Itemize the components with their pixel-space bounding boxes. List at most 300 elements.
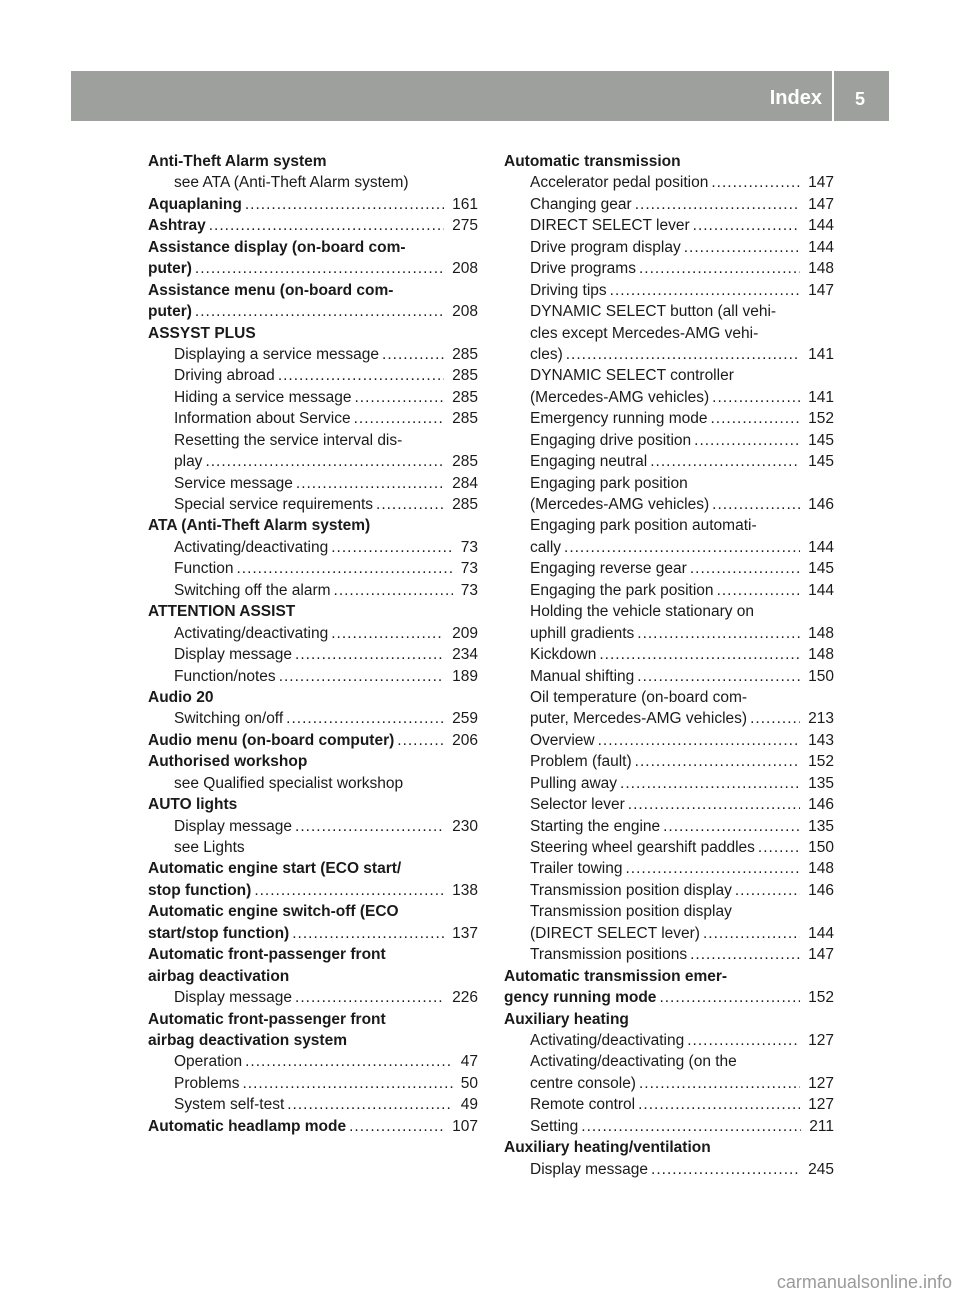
entry-text: Activating/deactivating bbox=[174, 538, 329, 556]
leader-dots bbox=[233, 558, 452, 579]
leader-dots bbox=[684, 1030, 800, 1051]
index-entry bbox=[148, 515, 478, 536]
index-subentry bbox=[148, 387, 478, 408]
entry-text: Switching on/off bbox=[174, 710, 284, 728]
index-subentry bbox=[504, 623, 834, 644]
index-subentry bbox=[504, 1094, 834, 1115]
page-reference: 143 bbox=[808, 731, 834, 749]
entry-text: Audio 20 bbox=[148, 688, 214, 706]
index-subentry bbox=[148, 537, 478, 558]
entry-text: DYNAMIC SELECT controller bbox=[530, 367, 734, 385]
entry-text: Assistance display (on-board com- bbox=[148, 238, 406, 256]
index-subentry bbox=[504, 773, 834, 794]
entry-text: Switching off the alarm bbox=[174, 581, 331, 599]
index-subentry bbox=[504, 1051, 834, 1072]
index-subentry bbox=[148, 344, 478, 365]
index-subentry bbox=[504, 537, 834, 558]
index-entry bbox=[148, 601, 478, 622]
leader-dots bbox=[709, 494, 800, 515]
page-reference: 127 bbox=[808, 1074, 834, 1092]
entry-text: Holding the vehicle stationary on bbox=[530, 603, 755, 621]
entry-text: Automatic engine switch-off (ECO bbox=[148, 903, 399, 921]
watermark: carmanualsonline.info bbox=[776, 1272, 952, 1292]
entry-text: Function bbox=[174, 560, 234, 578]
leader-dots bbox=[242, 1051, 453, 1072]
entry-text: Steering wheel gearshift paddles bbox=[530, 839, 755, 856]
index-entry bbox=[148, 1009, 478, 1030]
entry-text: Service message bbox=[174, 474, 293, 492]
leader-dots bbox=[596, 644, 800, 665]
index-subentry bbox=[504, 708, 834, 729]
entry-text: Automatic engine start (ECO start/ bbox=[148, 860, 402, 878]
leader-dots bbox=[732, 880, 800, 901]
entry-text: Engaging neutral bbox=[530, 453, 648, 471]
index-subentry bbox=[148, 1051, 478, 1072]
leader-dots bbox=[622, 858, 800, 879]
index-entry bbox=[504, 1009, 834, 1030]
page-reference: 208 bbox=[452, 260, 478, 278]
entry-text: cally bbox=[530, 538, 562, 556]
page-reference: 73 bbox=[460, 560, 478, 578]
entry-text: Auxiliary heating bbox=[504, 1010, 629, 1028]
page-reference: 245 bbox=[808, 1160, 834, 1178]
index-entry bbox=[148, 687, 478, 708]
leader-dots bbox=[292, 816, 444, 837]
index-subentry bbox=[504, 666, 834, 687]
page-reference: 152 bbox=[808, 753, 834, 771]
entry-text: Overview bbox=[530, 731, 595, 749]
entry-text: puter) bbox=[148, 303, 192, 321]
page-reference: 226 bbox=[452, 989, 478, 1007]
leader-dots bbox=[328, 623, 444, 644]
leader-dots bbox=[242, 194, 444, 215]
leader-dots bbox=[283, 708, 444, 729]
leader-dots bbox=[331, 580, 453, 601]
page-reference: 161 bbox=[452, 195, 478, 213]
entry-text: Special service requirements bbox=[174, 496, 374, 513]
index-subentry bbox=[504, 237, 834, 258]
entry-text: see Qualified specialist workshop bbox=[174, 774, 404, 792]
entry-text: centre console) bbox=[530, 1074, 636, 1092]
entry-text: DYNAMIC SELECT button (all vehi- bbox=[530, 303, 777, 321]
index-subentry bbox=[504, 365, 834, 386]
leader-dots bbox=[206, 215, 444, 236]
index-subentry bbox=[504, 473, 834, 494]
entry-text: Operation bbox=[174, 1053, 243, 1071]
index-subentry bbox=[504, 280, 834, 301]
entry-text: cles except Mercedes-AMG vehi- bbox=[530, 324, 759, 342]
index-subentry bbox=[504, 794, 834, 815]
leader-dots bbox=[251, 880, 444, 901]
leader-dots bbox=[202, 451, 444, 472]
entry-text: Automatic front-passenger front bbox=[148, 1010, 386, 1028]
page-reference: 73 bbox=[460, 581, 478, 599]
index-subentry bbox=[504, 494, 834, 515]
index-subentry bbox=[504, 430, 834, 451]
entry-text: Changing gear bbox=[530, 195, 632, 213]
leader-dots bbox=[636, 258, 800, 279]
index-subentry bbox=[504, 172, 834, 193]
page-reference: 285 bbox=[452, 367, 478, 385]
leader-dots bbox=[747, 708, 800, 729]
leader-dots bbox=[578, 1116, 801, 1137]
entry-text: Display message bbox=[530, 1160, 649, 1178]
entry-text: Engaging the park position bbox=[530, 581, 714, 599]
index-entry bbox=[148, 323, 478, 344]
index-subentry bbox=[148, 666, 478, 687]
index-subentry bbox=[504, 451, 834, 472]
index-subentry bbox=[504, 258, 834, 279]
entry-text: Setting bbox=[530, 1117, 579, 1135]
entry-text: Selector lever bbox=[530, 796, 625, 814]
index-subentry bbox=[148, 172, 478, 193]
leader-dots bbox=[648, 1159, 800, 1180]
index-subentry bbox=[504, 323, 834, 344]
entry-text: Automatic front-passenger front bbox=[148, 946, 386, 964]
entry-text: Audio menu (on-board computer) bbox=[148, 731, 395, 749]
entry-text: Hiding a service message bbox=[174, 388, 352, 406]
index-subentry bbox=[504, 515, 834, 536]
page-reference: 144 bbox=[808, 581, 834, 599]
entry-text: Resetting the service interval dis- bbox=[174, 431, 403, 449]
index-subentry bbox=[504, 923, 834, 944]
page-reference: 148 bbox=[808, 646, 834, 664]
index-subentry bbox=[504, 1116, 834, 1137]
index-subentry bbox=[148, 816, 478, 837]
index-entry bbox=[148, 1030, 478, 1051]
index-subentry bbox=[148, 708, 478, 729]
page-reference: 213 bbox=[808, 710, 834, 728]
entry-text: start/stop function) bbox=[148, 924, 290, 942]
page-reference: 107 bbox=[452, 1117, 478, 1135]
index-entry bbox=[148, 280, 478, 301]
index-subentry bbox=[148, 773, 478, 794]
leader-dots bbox=[709, 387, 800, 408]
index-subentry bbox=[148, 1094, 478, 1115]
leader-dots bbox=[691, 430, 800, 451]
page-number: 5 bbox=[854, 89, 865, 109]
leader-dots bbox=[292, 644, 444, 665]
index-entry bbox=[148, 923, 478, 944]
page-reference: 147 bbox=[808, 195, 834, 213]
leader-dots bbox=[607, 280, 800, 301]
leader-dots bbox=[636, 1073, 800, 1094]
entry-text: play bbox=[174, 453, 203, 471]
entry-text: Oil temperature (on-board com- bbox=[530, 688, 748, 706]
index-subentry bbox=[148, 430, 478, 451]
index-subentry bbox=[148, 451, 478, 472]
index-subentry bbox=[504, 601, 834, 622]
leader-dots bbox=[687, 944, 800, 965]
entry-text: airbag deactivation bbox=[148, 967, 290, 985]
entry-text: Driving tips bbox=[530, 281, 607, 299]
index-column-right bbox=[504, 151, 834, 1180]
page-reference: 259 bbox=[452, 710, 478, 728]
index-subentry bbox=[504, 1030, 834, 1051]
page-reference: 152 bbox=[808, 989, 834, 1007]
entry-text: Activating/deactivating (on the bbox=[530, 1053, 737, 1071]
entry-text: Engaging drive position bbox=[530, 431, 692, 449]
page-reference: 211 bbox=[809, 1117, 834, 1135]
entry-text: airbag deactivation system bbox=[148, 1031, 347, 1049]
index-entry bbox=[148, 901, 478, 922]
leader-dots bbox=[379, 344, 444, 365]
page-reference: 148 bbox=[808, 260, 834, 278]
entry-text: Transmission position display bbox=[530, 903, 732, 921]
leader-dots bbox=[351, 387, 444, 408]
index-subentry bbox=[504, 387, 834, 408]
entry-text: Authorised workshop bbox=[148, 753, 308, 771]
leader-dots bbox=[192, 301, 444, 322]
index-entry bbox=[504, 151, 834, 172]
entry-text: uphill gradients bbox=[530, 624, 635, 642]
index-entry bbox=[504, 966, 834, 987]
index-subentry bbox=[148, 408, 478, 429]
entry-text: Engaging park position bbox=[530, 474, 688, 492]
page-reference: 146 bbox=[808, 796, 834, 814]
page-reference: 144 bbox=[808, 924, 834, 942]
index-entry bbox=[148, 751, 478, 772]
index-subentry bbox=[148, 987, 478, 1008]
header-divider bbox=[832, 71, 834, 121]
leader-dots bbox=[625, 794, 800, 815]
page-reference: 285 bbox=[452, 496, 478, 513]
entry-text: Auxiliary heating/ventilation bbox=[504, 1139, 711, 1157]
leader-dots bbox=[656, 987, 800, 1008]
entry-text: Drive program display bbox=[530, 238, 681, 256]
page-reference: 137 bbox=[452, 924, 478, 942]
page-reference: 127 bbox=[808, 1031, 834, 1049]
index-subentry bbox=[504, 344, 834, 365]
entry-text: DIRECT SELECT lever bbox=[530, 217, 690, 235]
entry-text: Remote control bbox=[530, 1096, 636, 1114]
page-reference: 285 bbox=[452, 410, 478, 428]
index-entry bbox=[148, 151, 478, 172]
page-reference: 145 bbox=[808, 560, 834, 578]
leader-dots bbox=[192, 258, 444, 279]
page-reference: 148 bbox=[808, 860, 834, 878]
entry-text: (Mercedes-AMG vehicles) bbox=[530, 496, 710, 513]
entry-text: Activating/deactivating bbox=[174, 624, 329, 642]
index-entry bbox=[148, 944, 478, 965]
index-subentry bbox=[148, 644, 478, 665]
entry-text: (Mercedes-AMG vehicles) bbox=[530, 388, 710, 406]
entry-text: Emergency running mode bbox=[530, 410, 708, 428]
entry-text: Display message bbox=[174, 817, 293, 835]
entry-text: Starting the engine bbox=[530, 817, 661, 835]
index-subentry bbox=[504, 901, 834, 922]
page-reference: 147 bbox=[808, 174, 834, 192]
entry-text: Drive programs bbox=[530, 260, 636, 278]
entry-text: stop function) bbox=[148, 881, 252, 899]
index-entry bbox=[148, 880, 478, 901]
leader-dots bbox=[292, 987, 444, 1008]
page-reference: 135 bbox=[808, 774, 834, 792]
entry-text: Automatic headlamp mode bbox=[148, 1117, 347, 1135]
index-entry bbox=[148, 237, 478, 258]
leader-dots bbox=[681, 237, 800, 258]
page-reference: 146 bbox=[808, 881, 834, 899]
entry-text: Kickdown bbox=[530, 646, 597, 664]
entry-text: Activating/deactivating bbox=[530, 1031, 685, 1049]
entry-text: see Lights bbox=[174, 839, 245, 856]
entry-text: Information about Service bbox=[174, 410, 351, 428]
index-subentry bbox=[148, 1073, 478, 1094]
index-entry bbox=[148, 966, 478, 987]
leader-dots bbox=[275, 365, 444, 386]
entry-text: Displaying a service message bbox=[174, 345, 380, 363]
index-subentry bbox=[504, 751, 834, 772]
index-subentry bbox=[504, 880, 834, 901]
entry-text: Driving abroad bbox=[174, 367, 275, 385]
index-subentry bbox=[504, 837, 834, 858]
index-subentry bbox=[504, 301, 834, 322]
index-subentry bbox=[504, 644, 834, 665]
leader-dots bbox=[289, 923, 444, 944]
entry-text: Automatic transmission emer- bbox=[504, 967, 728, 985]
entry-text: see ATA (Anti-Theft Alarm system) bbox=[174, 174, 409, 192]
leader-dots bbox=[708, 408, 801, 429]
index-entry bbox=[148, 858, 478, 879]
index-subentry bbox=[148, 473, 478, 494]
leader-dots bbox=[561, 537, 800, 558]
entry-text: Aquaplaning bbox=[148, 195, 242, 213]
index-subentry bbox=[504, 1159, 834, 1180]
page-reference: 148 bbox=[808, 624, 834, 642]
index-entry bbox=[504, 1137, 834, 1158]
page-reference: 150 bbox=[808, 667, 834, 685]
leader-dots bbox=[373, 494, 444, 515]
leader-dots bbox=[617, 773, 800, 794]
entry-text: Engaging reverse gear bbox=[530, 560, 687, 578]
entry-text: Pulling away bbox=[530, 774, 618, 792]
index-entry bbox=[148, 730, 478, 751]
page-reference: 141 bbox=[808, 388, 834, 406]
entry-text: Transmission positions bbox=[530, 946, 688, 964]
leader-dots bbox=[660, 816, 800, 837]
leader-dots bbox=[239, 1073, 452, 1094]
page-reference: 146 bbox=[808, 496, 834, 513]
leader-dots bbox=[687, 558, 800, 579]
page-reference: 147 bbox=[808, 946, 834, 964]
index-subentry bbox=[504, 687, 834, 708]
page-reference: 138 bbox=[452, 881, 478, 899]
index-subentry bbox=[148, 580, 478, 601]
leader-dots bbox=[276, 666, 444, 687]
page-reference: 206 bbox=[452, 731, 478, 749]
index-entry bbox=[148, 215, 478, 236]
page-reference: 150 bbox=[808, 839, 834, 856]
index-column-left bbox=[148, 151, 478, 1137]
leader-dots bbox=[634, 666, 800, 687]
index-entry bbox=[504, 987, 834, 1008]
entry-text: ASSYST PLUS bbox=[148, 324, 256, 342]
page-reference: 208 bbox=[452, 303, 478, 321]
leader-dots bbox=[635, 1094, 800, 1115]
index-entry bbox=[148, 794, 478, 815]
leader-dots bbox=[595, 730, 801, 751]
index-subentry bbox=[504, 858, 834, 879]
page-reference: 141 bbox=[808, 345, 834, 363]
index-subentry bbox=[504, 1073, 834, 1094]
page-reference: 144 bbox=[808, 217, 834, 235]
page-reference: 145 bbox=[808, 431, 834, 449]
index-subentry bbox=[504, 215, 834, 236]
index-subentry bbox=[148, 558, 478, 579]
index-entry bbox=[148, 1116, 478, 1137]
leader-dots bbox=[563, 344, 800, 365]
page-reference: 234 bbox=[452, 646, 478, 664]
leader-dots bbox=[293, 473, 444, 494]
entry-text: (DIRECT SELECT lever) bbox=[530, 924, 700, 942]
page-reference: 147 bbox=[808, 281, 834, 299]
entry-text: Problem (fault) bbox=[530, 753, 632, 771]
entry-text: Display message bbox=[174, 989, 293, 1007]
section-title: Index bbox=[769, 87, 822, 109]
index-subentry bbox=[504, 730, 834, 751]
index-subentry bbox=[504, 580, 834, 601]
page-reference: 285 bbox=[452, 345, 478, 363]
leader-dots bbox=[346, 1116, 444, 1137]
page-reference: 189 bbox=[452, 667, 478, 685]
leader-dots bbox=[690, 215, 800, 236]
index-subentry bbox=[148, 365, 478, 386]
page-reference: 152 bbox=[808, 410, 834, 428]
index-subentry bbox=[148, 494, 478, 515]
entry-text: Manual shifting bbox=[530, 667, 635, 685]
leader-dots bbox=[284, 1094, 453, 1115]
leader-dots bbox=[634, 623, 800, 644]
index-entry bbox=[148, 301, 478, 322]
page-reference: 73 bbox=[460, 538, 478, 556]
entry-text: cles) bbox=[530, 345, 563, 363]
leader-dots bbox=[351, 408, 445, 429]
page-reference: 127 bbox=[808, 1096, 834, 1114]
entry-text: Display message bbox=[174, 646, 293, 664]
page-reference: 144 bbox=[808, 538, 834, 556]
index-subentry bbox=[504, 558, 834, 579]
entry-text: Engaging park position automati- bbox=[530, 517, 757, 535]
entry-text: puter) bbox=[148, 260, 192, 278]
entry-text: Problems bbox=[174, 1074, 240, 1092]
index-subentry bbox=[148, 623, 478, 644]
index-subentry bbox=[504, 408, 834, 429]
entry-text: Accelerator pedal position bbox=[530, 174, 709, 192]
entry-text: Trailer towing bbox=[530, 860, 623, 878]
leader-dots bbox=[755, 837, 800, 858]
entry-text: ATA (Anti-Theft Alarm system) bbox=[148, 517, 371, 535]
entry-text: gency running mode bbox=[504, 989, 657, 1007]
page-reference: 284 bbox=[452, 474, 478, 492]
leader-dots bbox=[328, 537, 453, 558]
page-reference: 135 bbox=[808, 817, 834, 835]
leader-dots bbox=[714, 580, 801, 601]
index-subentry bbox=[504, 194, 834, 215]
index-subentry bbox=[504, 944, 834, 965]
entry-text: Anti-Theft Alarm system bbox=[148, 153, 327, 170]
page-reference: 275 bbox=[452, 217, 478, 235]
leader-dots bbox=[708, 172, 800, 193]
entry-text: Automatic transmission bbox=[504, 153, 681, 170]
leader-dots bbox=[647, 451, 800, 472]
page-reference: 144 bbox=[808, 238, 834, 256]
entry-text: AUTO lights bbox=[148, 796, 238, 814]
page-reference: 230 bbox=[452, 817, 478, 835]
entry-text: Assistance menu (on-board com- bbox=[148, 281, 394, 299]
page-reference: 49 bbox=[460, 1096, 478, 1114]
page-reference: 209 bbox=[452, 624, 478, 642]
page-reference: 145 bbox=[808, 453, 834, 471]
